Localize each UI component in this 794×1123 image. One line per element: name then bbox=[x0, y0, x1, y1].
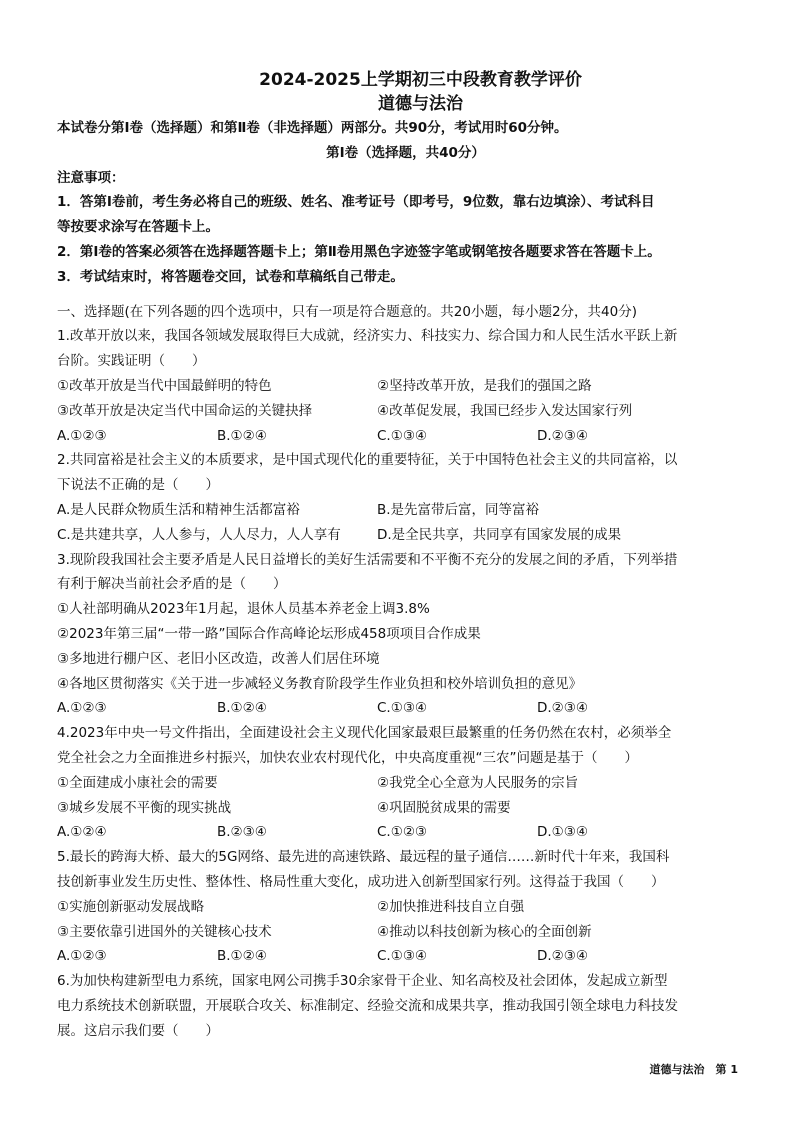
statement-option: ①全面建成小康社会的需要 bbox=[57, 774, 218, 791]
question-stem: 1.改革开放以来，我国各领域发展取得巨大成就，经济实力、科技实力、综合国力和人民生活水平跃上新 bbox=[57, 328, 678, 345]
statement-option: ②加快推进科技自立自强 bbox=[377, 898, 525, 915]
question-stem: 党全社会之力全面推进乡村振兴，加快农业农村现代化，中央高度重视“三农”问题是基于（ ） bbox=[57, 749, 638, 766]
note-item: 1．答第Ⅰ卷前，考生务必将自己的班级、姓名、准考证号（即考号，9位数，靠右边填涂）、考试科目 bbox=[57, 194, 655, 211]
question-1 bbox=[57, 324, 754, 448]
question-4 bbox=[57, 721, 754, 845]
answer-option-c: C.①②③ bbox=[377, 824, 428, 841]
note-item: 等按要求涂写在答题卡上。 bbox=[57, 219, 219, 236]
question-stem: 有利于解决当前社会矛盾的是（ ） bbox=[57, 576, 287, 593]
note-item: 3．考试结束时，将答题卷交回，试卷和草稿纸自己带走。 bbox=[57, 268, 404, 285]
statement-option: ③主要依靠引进国外的关键核心技术 bbox=[57, 923, 272, 940]
statement-option: ④各地区贯彻落实《关于进一步减轻义务教育阶段学生作业负担和校外培训负担的意见》 bbox=[57, 675, 583, 692]
question-stem: 下说法不正确的是（ ） bbox=[57, 477, 219, 494]
question-stem: 电力系统技术创新联盟，开展联合攻关、标准制定、经验交流和成果共享，推动我国引领全球电力科技发 bbox=[57, 997, 678, 1014]
intro-text: 本试卷分第Ⅰ卷（选择题）和第Ⅱ卷（非选择题）两部分。共90分，考试用时60分钟。 bbox=[57, 120, 568, 136]
answer-option-d: D.②③④ bbox=[537, 948, 588, 965]
question-5 bbox=[57, 845, 754, 969]
answer-option-d: D.①③④ bbox=[537, 824, 588, 841]
question-stem: 6.为加快构建新型电力系统，国家电网公司携手30余家骨干企业、知名高校及社会团体，发起成立新型 bbox=[57, 973, 668, 990]
statement-option: ①实施创新驱动发展战略 bbox=[57, 898, 205, 915]
question-2 bbox=[57, 448, 754, 547]
section-heading: 一、选择题(在下列各题的四个选项中，只有一项是符合题意的。共20小题，每小题2分，共40分) bbox=[57, 303, 637, 320]
page-footer: 道德与法治 第 1 bbox=[649, 1063, 738, 1076]
answer-option-b: B.②③④ bbox=[217, 824, 267, 841]
question-stem: 3.现阶段我国社会主要矛盾是人民日益增长的美好生活需要和不平衡不充分的发展之间的矛盾，下列举措 bbox=[57, 551, 678, 568]
subject-title: 道德与法治 bbox=[378, 94, 463, 114]
notes-heading: 注意事项： bbox=[57, 169, 125, 186]
statement-option: ③多地进行棚户区、老旧小区改造，改善人们居住环境 bbox=[57, 650, 380, 667]
answer-option-d: D.②③④ bbox=[537, 700, 588, 717]
statement-option: ④巩固脱贫成果的需要 bbox=[377, 799, 511, 816]
answer-option-a: A.①②④ bbox=[57, 824, 107, 841]
answer-option-a: A.①②③ bbox=[57, 948, 107, 965]
question-stem: 4.2023年中央一号文件指出，全面建设社会主义现代化国家最艰巨最繁重的任务仍然在农村，必须举全 bbox=[57, 725, 672, 742]
statement-option: ①人社部明确从2023年1月起，退休人员基本养老金上调3.8% bbox=[57, 601, 430, 618]
question-stem: 2.共同富裕是社会主义的本质要求，是中国式现代化的重要特征，关于中国特色社会主义的共同富裕，以 bbox=[57, 452, 678, 469]
answer-option-d: D.是全民共享，共同享有国家发展的成果 bbox=[377, 526, 622, 543]
answer-option-c: C.①③④ bbox=[377, 427, 428, 444]
answer-option-b: B.①②④ bbox=[217, 427, 267, 444]
answer-option-a: A.①②③ bbox=[57, 700, 107, 717]
answer-option-c: C.①③④ bbox=[377, 948, 428, 965]
exam-title: 2024-2025上学期初三中段教育教学评价 bbox=[259, 70, 582, 90]
answer-option-c: C.①③④ bbox=[377, 700, 428, 717]
statement-option: ③改革开放是决定当代中国命运的关键抉择 bbox=[57, 402, 313, 419]
statement-option: ②2023年第三届“一带一路”国际合作高峰论坛形成458项项目合作成果 bbox=[57, 625, 481, 642]
statement-option: ②我党全心全意为人民服务的宗旨 bbox=[377, 774, 579, 791]
question-stem: 5.最长的跨海大桥、最大的5G网络、最先进的高速铁路、最远程的量子通信……新时代十年来，我国科 bbox=[57, 849, 670, 866]
statement-option: ①改革开放是当代中国最鲜明的特色 bbox=[57, 377, 272, 394]
answer-option-b: B.是先富带后富，同等富裕 bbox=[377, 501, 540, 518]
question-stem: 技创新事业发生历史性、整体性、格局性重大变化，成功进入创新型国家行列。这得益于我国（ ） bbox=[57, 873, 665, 890]
statement-option: ④改革促发展，我国已经步入发达国家行列 bbox=[377, 402, 633, 419]
statement-option: ③城乡发展不平衡的现实挑战 bbox=[57, 799, 232, 816]
question-6 bbox=[57, 969, 754, 1043]
question-3 bbox=[57, 548, 754, 722]
answer-option-d: D.②③④ bbox=[537, 427, 588, 444]
question-stem: 台阶。实践证明（ ） bbox=[57, 353, 206, 370]
question-stem: 展。这启示我们要（ ） bbox=[57, 1022, 219, 1039]
note-item: 2．第Ⅰ卷的答案必须答在选择题答题卡上；第Ⅱ卷用黑色字迹签字笔或钢笔按各题要求答在答题卡上。 bbox=[57, 243, 661, 260]
statement-option: ②坚持改革开放，是我们的强国之路 bbox=[377, 377, 592, 394]
answer-option-a: A.是人民群众物质生活和精神生活都富裕 bbox=[57, 501, 300, 518]
answer-option-c: C.是共建共享，人人参与，人人尽力，人人享有 bbox=[57, 526, 341, 543]
answer-option-a: A.①②③ bbox=[57, 427, 107, 444]
answer-option-b: B.①②④ bbox=[217, 948, 267, 965]
part1-heading: 第Ⅰ卷（选择题，共40分） bbox=[326, 144, 485, 161]
answer-option-b: B.①②④ bbox=[217, 700, 267, 717]
statement-option: ④推动以科技创新为核心的全面创新 bbox=[377, 923, 592, 940]
